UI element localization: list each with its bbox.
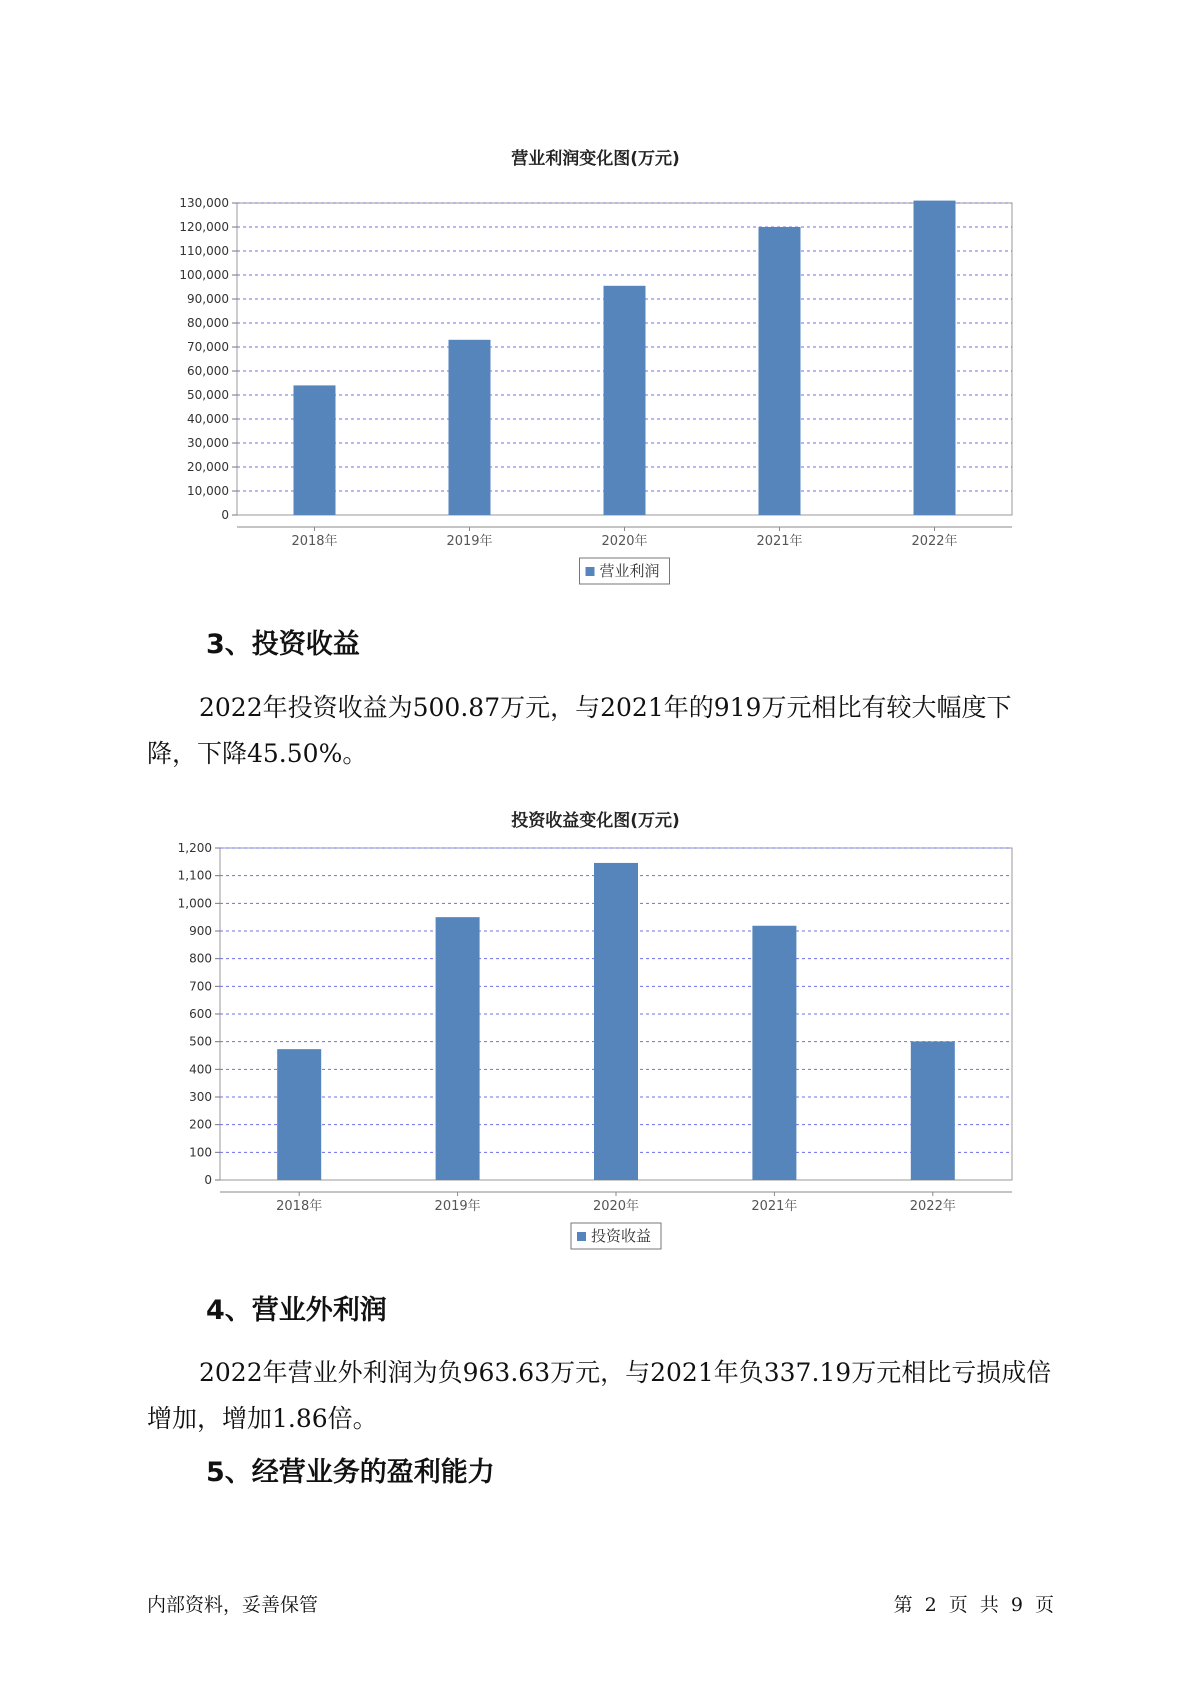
y-tick-label: 800 (189, 951, 212, 966)
operating-profit-bar-chart (0, 170, 1191, 590)
bar (604, 286, 646, 515)
bar (294, 385, 336, 515)
y-tick-label: 10,000 (187, 484, 229, 498)
y-tick-label: 90,000 (187, 292, 229, 306)
section-heading-investment-income: 3、投资收益 (206, 629, 360, 660)
investment-income-bar-chart (0, 830, 1191, 1250)
y-tick-label: 100,000 (179, 268, 229, 282)
chart-title-investment-income: 投资收益变化图(万元) (511, 811, 680, 831)
y-tick-label: 200 (189, 1117, 212, 1132)
x-tick-label: 2019年 (434, 1199, 481, 1214)
x-tick-label: 2021年 (756, 534, 803, 549)
paragraph-investment-income: 2022年投资收益为500.87万元，与2021年的919万元相比有较大幅度下降，下降45.50%。 (147, 693, 1012, 768)
y-tick-label: 600 (189, 1007, 212, 1021)
legend-label: 营业利润 (599, 562, 660, 580)
y-tick-label: 30,000 (187, 436, 229, 450)
y-tick-label: 1,200 (177, 841, 212, 855)
chart-title-operating-profit: 营业利润变化图(万元) (511, 149, 680, 169)
section-heading-non-operating-profit: 4、营业外利润 (206, 1295, 387, 1326)
y-tick-label: 40,000 (187, 412, 229, 426)
legend-label: 投资收益 (591, 1227, 652, 1245)
bar (449, 340, 491, 515)
y-tick-label: 20,000 (187, 460, 229, 474)
x-tick-label: 2021年 (751, 1199, 798, 1214)
y-tick-label: 70,000 (187, 340, 229, 354)
y-tick-label: 300 (189, 1090, 212, 1104)
y-tick-label: 120,000 (179, 220, 229, 234)
bar (752, 926, 796, 1180)
footer-confidential-note: 内部资料，妥善保管 (147, 1594, 319, 1616)
y-tick-label: 110,000 (179, 244, 229, 258)
y-tick-label: 0 (204, 1173, 212, 1187)
y-tick-label: 1,000 (177, 896, 212, 911)
y-tick-label: 0 (221, 508, 229, 522)
bar (914, 201, 956, 515)
y-tick-label: 700 (189, 979, 212, 994)
section-heading-operating-profitability: 5、经营业务的盈利能力 (206, 1457, 495, 1488)
bar (436, 917, 480, 1180)
x-tick-label: 2018年 (291, 534, 338, 549)
x-tick-label: 2020年 (592, 1199, 640, 1214)
x-tick-label: 2018年 (276, 1199, 323, 1214)
y-tick-label: 100 (189, 1145, 212, 1160)
y-tick-label: 1,100 (177, 868, 212, 883)
x-tick-label: 2019年 (446, 534, 493, 549)
legend-swatch (586, 567, 595, 576)
bar (594, 863, 638, 1180)
y-tick-label: 80,000 (187, 316, 229, 330)
y-tick-label: 130,000 (179, 196, 229, 210)
x-tick-label: 2022年 (909, 1199, 956, 1214)
x-tick-label: 2022年 (911, 534, 958, 549)
bar (911, 1041, 955, 1180)
y-tick-label: 500 (189, 1034, 212, 1049)
bar (277, 1049, 321, 1180)
y-tick-label: 50,000 (187, 388, 229, 402)
y-tick-label: 400 (189, 1062, 212, 1077)
y-tick-label: 900 (189, 924, 212, 938)
paragraph-non-operating-profit: 2022年营业外利润为负963.63万元，与2021年负337.19万元相比亏损成倍增加，增加1.86倍。 (147, 1358, 1052, 1433)
legend-swatch (577, 1232, 586, 1241)
bar (759, 227, 801, 515)
y-tick-label: 60,000 (187, 364, 229, 378)
x-tick-label: 2020年 (601, 534, 648, 549)
footer-page-number: 第 2 页 共 9 页 (893, 1594, 1054, 1616)
